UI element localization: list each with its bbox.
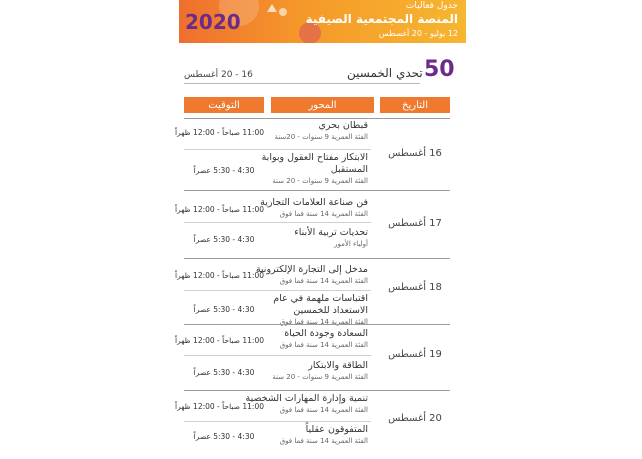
slot-divider — [184, 421, 371, 422]
session-audience: الفئة العمرية 9 سنوات - 20 سنة — [272, 177, 368, 185]
header-date: التاريخ — [380, 97, 450, 113]
session-title: مدخل إلى التجارة الإلكترونية — [255, 264, 368, 275]
session-time: 11:00 صباحاً - 12:00 ظهراً — [175, 205, 264, 214]
session-title: اقتباسات ملهمة في عام الاستعداد للخمسين — [273, 293, 368, 316]
challenge-title: تحدي الخمسين — [347, 66, 423, 80]
day-divider — [184, 324, 450, 325]
session-audience: الفئة العمرية 14 سنة فما فوق — [279, 318, 368, 326]
decorative-dot — [279, 8, 287, 16]
banner-title: المنصة المجتمعية الصيفية — [305, 12, 458, 26]
session-audience: أولياء الأمور — [334, 240, 368, 248]
day-date: 18 أغسطس — [388, 282, 442, 293]
day-date: 20 أغسطس — [388, 413, 442, 424]
banner-dates: 12 يوليو - 20 أغسطس — [378, 29, 458, 38]
session-audience: الفئة العمرية 14 سنة فما فوق — [279, 341, 368, 349]
session-title: فن صناعة العلامات التجارية — [260, 197, 368, 208]
slot-divider — [184, 222, 371, 223]
session-title: الابتكار مفتاح العقول وبوابة المستقبل — [261, 152, 368, 175]
session-audience: الفئة العمرية 9 سنوات - 20 سنة — [272, 373, 368, 381]
session-audience: الفئة العمرية 14 سنة فما فوق — [279, 437, 368, 445]
header-time: التوقيت — [184, 97, 264, 113]
session-time: 4:30 - 5:30 عصراً — [193, 305, 255, 314]
session-title: المتفوقون عقلياً — [305, 424, 368, 435]
session-title: الطاقة والابتكار — [308, 360, 368, 371]
slot-divider — [184, 149, 371, 150]
banner-year: 2020 — [185, 10, 241, 34]
session-time: 4:30 - 5:30 عصراً — [193, 368, 255, 377]
day-date: 19 أغسطس — [388, 349, 442, 360]
day-divider — [184, 118, 450, 119]
session-time: 11:00 صباحاً - 12:00 ظهراً — [175, 271, 264, 280]
challenge-number: 50 — [424, 57, 455, 82]
session-title: السعادة وجودة الحياة — [284, 328, 368, 339]
session-time: 4:30 - 5:30 عصراً — [193, 432, 255, 441]
day-divider — [184, 390, 450, 391]
session-title: قبطان بحري — [318, 120, 368, 131]
slot-divider — [184, 355, 371, 356]
week-dates: 16 - 20 أغسطس — [184, 70, 253, 80]
day-date: 17 أغسطس — [388, 218, 442, 229]
day-divider — [184, 258, 450, 259]
session-title: تحديات تربية الأبناء — [294, 227, 368, 238]
header-banner — [179, 0, 466, 43]
header-axis: المحور — [271, 97, 374, 113]
session-time: 4:30 - 5:30 عصراً — [193, 235, 255, 244]
day-divider — [184, 190, 450, 191]
session-time: 11:00 صباحاً - 12:00 ظهراً — [175, 336, 264, 345]
session-audience: الفئة العمرية 14 سنة فما فوق — [279, 210, 368, 218]
session-audience: الفئة العمرية 14 سنة فما فوق — [279, 406, 368, 414]
session-time: 11:00 صباحاً - 12:00 ظهراً — [175, 402, 264, 411]
session-title: تنمية وإدارة المهارات الشخصية — [245, 393, 368, 404]
day-date: 16 أغسطس — [388, 148, 442, 159]
banner-kicker: جدول فعاليات — [405, 1, 458, 11]
divider — [184, 83, 420, 84]
session-time: 4:30 - 5:30 عصراً — [193, 166, 255, 175]
session-time: 11:00 صباحاً - 12:00 ظهراً — [175, 128, 264, 137]
session-audience: الفئة العمرية 9 سنوات - 20سنة — [274, 133, 368, 141]
session-audience: الفئة العمرية 14 سنة فما فوق — [279, 277, 368, 285]
decorative-triangle-icon — [267, 4, 277, 12]
slot-divider — [184, 290, 371, 291]
